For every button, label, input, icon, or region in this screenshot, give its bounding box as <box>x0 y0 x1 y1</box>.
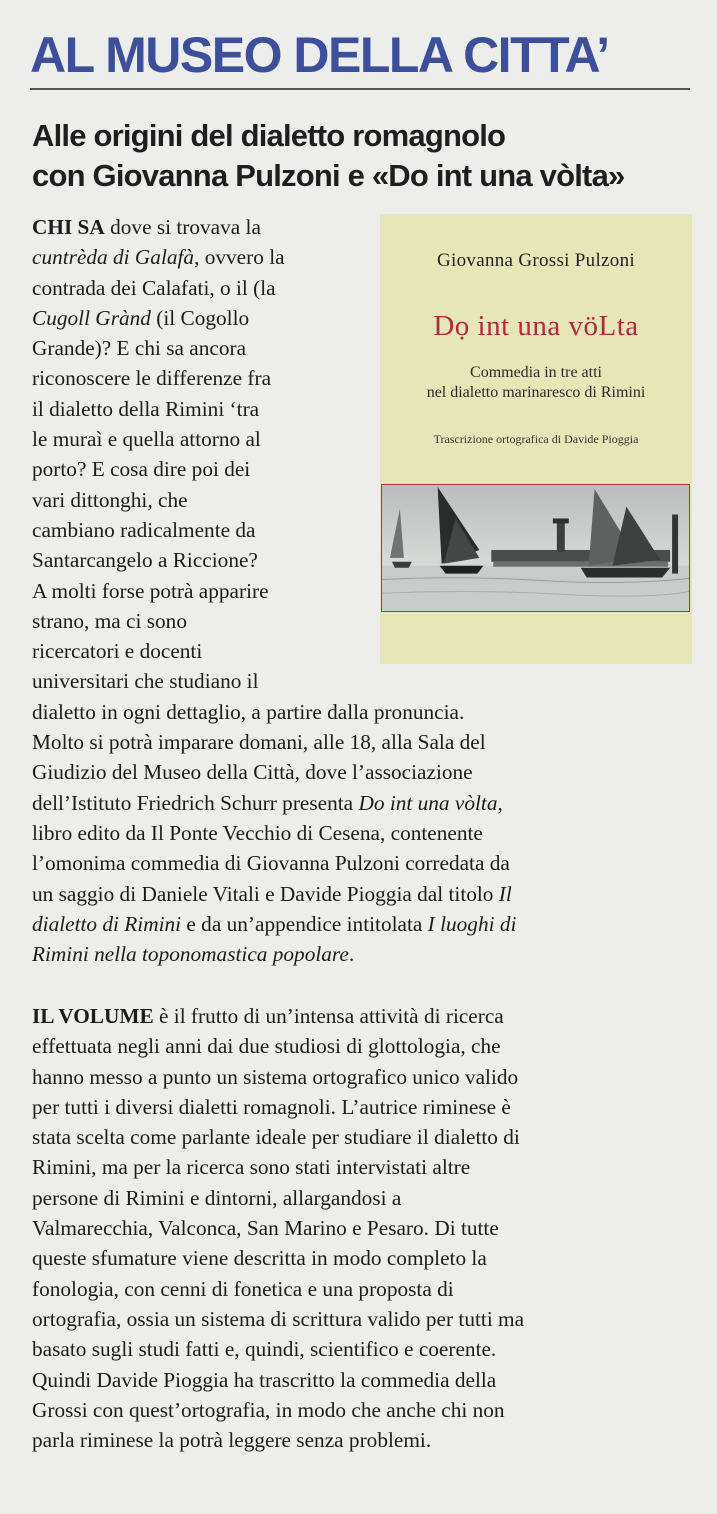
text-line: fonologia, con cenni di fonetica e una proposta di <box>32 1276 454 1301</box>
text-line: Quindi Davide Pioggia ha trascritto la commedia della <box>32 1367 497 1392</box>
text-fragment: , <box>497 790 503 815</box>
text-line: basato sugli studi fatti e, quindi, scientifico e coerente. <box>32 1337 497 1362</box>
text-line: hanno messo a punto un sistema ortografico unico valido <box>32 1064 519 1089</box>
text-fragment: dove si trovava la <box>104 215 261 239</box>
book-title: Do int una vòlta <box>358 790 498 815</box>
headline-line: con Giovanna Pulzoni e «Do int una vòlta» <box>32 158 625 193</box>
text-line: parla riminese la potrà leggere senza problemi. <box>32 1428 432 1453</box>
text-line: il dialetto della Rimini ‘tra <box>32 396 260 421</box>
text-fragment: , ovvero la <box>194 245 285 270</box>
text-line <box>32 242 692 272</box>
dialect-term: Cugoll Grànd <box>32 305 151 330</box>
text-line: Grossi con quest’ortografia, in modo che anche chi non <box>32 1397 505 1422</box>
text-line: Valmarecchia, Valconca, San Marino e Pesaro. Di tutte <box>32 1216 499 1241</box>
essay-title: Il <box>498 881 512 906</box>
text-line: libro edito da Il Ponte Vecchio di Cesena, contenente <box>32 820 483 845</box>
cover-author: Giovanna Grossi Pulzoni <box>437 250 635 271</box>
cover-credit: Trascrizione ortografica di Davide Pioggia <box>433 432 639 446</box>
text-fragment: è il frutto di un’intensa attività di ricerca <box>153 1004 504 1028</box>
text-line: contrada dei Calafati, o il (la <box>32 275 276 300</box>
text-line <box>32 212 692 242</box>
text-line: per tutti i diversi dialetti romagnoli. L’autrice riminese è <box>32 1094 511 1119</box>
text-line <box>32 303 692 333</box>
text-line: Santarcangelo a Riccione? <box>32 548 258 573</box>
text-line <box>32 788 692 818</box>
text-line: persone di Rimini e dintorni, allargandosi a <box>32 1185 402 1210</box>
text-line: ricercatori e docenti <box>32 639 203 664</box>
text-line: stata scelta come parlante ideale per studiare il dialetto di <box>32 1125 520 1150</box>
text-fragment: . <box>348 942 355 967</box>
text-line: ortografia, ossia un sistema di scrittura valido per tutti ma <box>32 1306 525 1331</box>
text-fragment: un saggio di Daniele Vitali e Davide Pioggia dal titolo <box>32 881 499 906</box>
appendix-title: Rimini nella toponomastica popolare <box>32 942 349 967</box>
text-line <box>32 939 692 969</box>
text-line: dialetto in ogni dettaglio, a partire dalla pronuncia. <box>32 699 465 724</box>
article-headline <box>32 116 697 196</box>
dialect-term: cuntrèda di Galafà <box>32 245 195 270</box>
headline-line: Alle origini del dialetto romagnolo <box>32 118 506 153</box>
text-line: porto? E cosa dire poi dei <box>32 457 251 482</box>
text-line: queste sfumature viene descritta in modo completo la <box>32 1246 487 1271</box>
text-line: Giudizio del Museo della Città, dove l’associazione <box>32 760 473 785</box>
appendix-title: I luoghi di <box>427 911 517 936</box>
essay-title: dialetto di Rimini <box>32 911 182 936</box>
text-fragment: e da un’appendice intitolata <box>181 911 428 936</box>
lead-in: CHI SA <box>32 215 105 239</box>
text-line: universitari che studiano il <box>32 669 259 694</box>
paragraph-1 <box>32 212 692 969</box>
text-fragment: (il Cogollo <box>150 305 250 330</box>
cover-subtitle-line: Commedia in tre atti <box>470 364 602 381</box>
text-line: effettuata negli anni dai due studiosi di glottologia, che <box>32 1034 501 1059</box>
text-line: Molto si potrà imparare domani, alle 18, alla Sala del <box>32 730 486 755</box>
text-line: A molti forse potrà apparire <box>32 578 269 603</box>
text-line: cambiano radicalmente da <box>32 517 256 542</box>
text-line: riconoscere le differenze fra <box>32 366 272 391</box>
text-line: vari dittonghi, che <box>32 487 188 512</box>
cover-subtitle-line: nel dialetto marinaresco di Rimini <box>426 384 646 401</box>
text-line: strano, ma ci sono <box>32 608 187 633</box>
text-line: Rimini, ma per la ricerca sono stati intervistati altre <box>32 1155 471 1180</box>
text-line <box>32 879 692 909</box>
text-line <box>32 1001 692 1031</box>
text-line: le muraì e quella attorno al <box>32 427 261 452</box>
section-kicker: AL MUSEO DELLA CITTA’ <box>30 27 609 83</box>
kicker-rule <box>30 88 690 90</box>
lead-in: IL VOLUME <box>32 1004 154 1028</box>
text-line: Grande)? E chi sa ancora <box>32 336 247 361</box>
cover-title: Dọ int una vöLta <box>433 310 639 342</box>
text-line <box>32 909 692 939</box>
text-fragment: dell’Istituto Friedrich Schurr presenta <box>32 790 359 815</box>
paragraph-2 <box>32 1001 692 1455</box>
text-line: l’omonima commedia di Giovanna Pulzoni corredata da <box>32 851 510 876</box>
